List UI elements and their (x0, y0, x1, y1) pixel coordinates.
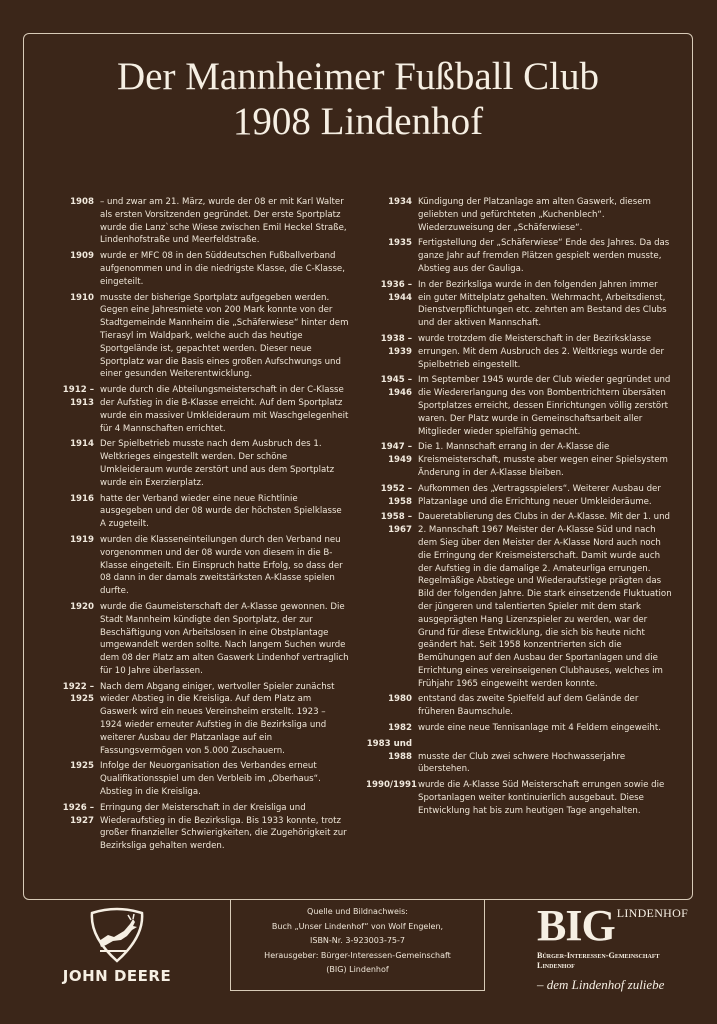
timeline-year: 1982 (388, 723, 412, 734)
timeline-year: 1916 (70, 493, 94, 504)
timeline-year: 1909 (70, 251, 94, 262)
timeline-text: entstand das zweite Spielfeld auf dem Gelände der früheren Baumschule. (418, 694, 639, 718)
timeline-entry (44, 438, 349, 489)
timeline-year: 1947 – 1949 (380, 442, 412, 466)
timeline-year: 1983 und 1988 (366, 738, 412, 762)
timeline-left-column (44, 196, 349, 856)
timeline-year: 1922 – 1925 (62, 681, 94, 705)
timeline-text: wurde durch die Abteilungsmeisterschaft in der C-Klasse der Aufstieg in die B-Klasse erreicht. Auf dem Sportplatz wurde ein massiver Umkleideraum mit Waschgelegenheit für 4 Mannschaften errichtet. (100, 385, 349, 434)
timeline-entry (366, 333, 672, 371)
timeline-text: wurde die Gaumeisterschaft der A-Klasse gewonnen. Die Stadt Mannheim kündigte den Sportplatz, der zur Beschäftigung von Arbeitslosen in eine Obstplantage umgewandelt werden sollte. Nach langem Suchen wurde dem 08 der Platz am alten Gaswerk Lindenhof vertraglich für 10 Jahre überlassen. (100, 601, 349, 676)
timeline-entry (366, 738, 672, 776)
timeline-text: Nach dem Abgang einiger, wertvoller Spieler zunächst wieder Abstieg in die Kreisliga. Auf dem Platz am Gaswerk wird ein neues Vereinsheim erstellt. 1923 – 1924 wieder erneuter Aufstieg in die Bezirksliga und weiterer Ausbau der Platzanlage auf ein Fassungsvermögen von 5.000 Zuschauern. (100, 681, 335, 756)
timeline-text: Kündigung der Platzanlage am alten Gaswerk, diesem geliebten und gefürchteten „Kuchenblech“. Wiederzuweisung der „Schäferwiese“. (418, 197, 651, 233)
leaping-deer-icon (86, 907, 148, 963)
timeline-year: 1926 – 1927 (62, 802, 94, 826)
timeline-entry (44, 384, 349, 435)
source-line: Buch „Unser Lindenhof“ von Wolf Engelen, (271, 921, 444, 931)
big-logo-suffix: LINDENHOF (616, 906, 689, 920)
source-line: ISBN-Nr. 3-923003-75-7 (310, 936, 405, 945)
timeline-entry (44, 493, 349, 531)
timeline-year: 1938 – 1939 (380, 333, 412, 357)
timeline-entry (44, 601, 349, 678)
timeline-year: 1990/1991 (366, 780, 417, 791)
timeline-text: Die 1. Mannschaft errang in der A-Klasse die Kreismeisterschaft, musste aber wegen einer Spielsystem Änderung in der A-Klasse bleiben. (418, 442, 668, 478)
timeline-text: Aufkommen des „Vertragsspielers“. Weiterer Ausbau der Platzanlage und die Errichtung neuer Umkleideräume. (418, 483, 661, 507)
timeline-text: musste der Club zwei schwere Hochwasserjahre überstehen. (418, 751, 626, 775)
timeline-year: 1912 – 1913 (62, 385, 94, 408)
timeline-entry (44, 760, 349, 798)
timeline-text: Fertigstellung der „Schäferwiese“ Ende des Jahres. Da das ganze Jahr auf fremden Plätzen gespielt werden musste, Abstieg aus der Gauliga. (418, 238, 670, 274)
timeline-year: 1958 – 1967 (380, 512, 412, 536)
title-line-1: Der Mannheimer Fußball Club (117, 55, 599, 98)
timeline-text: Im September 1945 wurde der Club wieder gegründet und die Wiedererlangung des von Bombentrichtern übersäten Sportplatzes erreicht, dessen Einrichtungen völlig zerstört waren. Der Platz wurde in Gemeinschaftsarbeit aller Mitglieder wieder spielfähig gemacht. (418, 375, 671, 437)
source-line: Quelle und Bildnachweis: (307, 907, 408, 916)
big-subtitle-line-1: Bürger-Interessen-Gemeinschaft (537, 951, 660, 960)
timeline-year: 1945 – 1946 (380, 375, 412, 399)
timeline-text: musste der bisherige Sportplatz aufgegeben werden. Gegen eine Jahresmiete von 200 Mark konnte von der Stadtgemeinde Mannheim die „Schäferwiese“ hinter dem Tierasyl im Waldpark, welche auch das heutige Sportgelände ist, gepachtet werden. Dieser neue Sportplatz war die Basis eines großen Aufschwungs und einer gesunden Weiterentwicklung. (100, 292, 349, 380)
timeline-entry (44, 534, 349, 598)
timeline-text: wurde eine neue Tennisanlage mit 4 Feldern eingeweiht. (418, 723, 661, 734)
timeline-entry (366, 511, 672, 690)
big-lindenhof-logo (537, 901, 702, 993)
timeline-entry (44, 196, 349, 247)
timeline-year: 1935 (388, 238, 412, 249)
timeline-entry (366, 374, 672, 438)
big-logo-text: BIG (537, 901, 615, 950)
timeline-year: 1980 (388, 694, 412, 705)
timeline-entry (44, 250, 349, 288)
timeline-text: Der Spielbetrieb musste nach dem Ausbruch des 1. Weltkrieges eingestellt werden. Der schöne Umkleideraum wurde zerstört und aus dem Sportplatz wurde ein Exerzierplatz. (100, 439, 335, 488)
timeline-entry (366, 196, 672, 234)
timeline-year: 1952 – 1958 (380, 483, 412, 507)
timeline-entry (44, 802, 349, 853)
timeline-right-column (366, 196, 672, 821)
john-deere-name: JOHN DEERE (62, 967, 172, 985)
source-line: (BIG) Lindenhof (326, 965, 389, 974)
timeline-entry (44, 681, 349, 758)
john-deere-logo (52, 907, 182, 997)
timeline-entry (366, 237, 672, 275)
timeline-text: hatte der Verband wieder eine neue Richtlinie ausgegeben und der 08 wurde der höchsten Spielklasse A zugeteilt. (100, 493, 342, 530)
timeline-entry (44, 292, 349, 382)
big-subtitle-line-2: Lindenhof (537, 961, 575, 970)
timeline-year: 1908 (70, 197, 94, 207)
timeline-entry (366, 441, 672, 479)
timeline-year: 1919 (70, 534, 94, 545)
timeline-text: – und zwar am 21. März, wurde der 08 er mit Karl Walter als ersten Vorsitzenden gegründet. Der erste Sportplatz wurde die Lanz`sche Wiese zwischen Emil Heckel Straße, Lindenhofstraße und Meerfeldstraße. (100, 197, 347, 246)
timeline-year: 1925 (70, 761, 94, 772)
timeline-year: 1920 (70, 601, 94, 612)
big-subtitle (537, 951, 702, 971)
timeline-text: wurde trotzdem die Meisterschaft in der Bezirksklasse errungen. Mit dem Ausbruch des 2. Weltkriegs wurde der Spielbetrieb eingestellt. (418, 333, 665, 370)
source-box (230, 899, 485, 991)
timeline-text: Daueretablierung des Clubs in der A-Klasse. Mit der 1. und 2. Mannschaft 1967 Meister der A-Klasse Süd und nach dem Sieg über den Meister der A-Klasse Nord auch noch die Erringung der Kreismeisterschaft. Damit wurde auch der Aufstieg in die damalige 2. Amateurliga errungen. Regelmäßige Abstiege und Wiederaufstiege prägten das Bild der folgenden Jahre. Die stark einsetzende Fluktuation der jüngeren und talentierten Spieler mit dem stark ausgeprägten Hang Lizenzspieler zu werden, war der Grund für diese Entwicklung, die sich bis heute nicht geändert hat. Seit 1958 konzentrierten sich die Bemühungen auf den Ausbau der Sportanlagen und die Errichtung eines vereinseigenen Clubhauses, welches im Frühjahr 1965 eingeweiht werden konnte. (418, 512, 672, 689)
source-line: Herausgeber: Bürger-Interessen-Gemeinschaft (264, 950, 451, 960)
timeline-entry (366, 779, 672, 817)
title-line-2: 1908 Lindenhof (232, 100, 484, 143)
timeline-year: 1914 (70, 439, 94, 450)
timeline-text: In der Bezirksliga wurde in den folgenden Jahren immer ein guter Mittelplatz gehalten. Wehrmacht, Arbeitsdienst, Dienstverpflichtungen etc. zehrten am Bestand des Clubs und der aktiven Mannschaft. (418, 279, 667, 329)
timeline-text: wurden die Klasseneinteilungen durch den Verband neu vorgenommen und der 08 wurde von diesem in die B-Klasse eingeteilt. Ein Einspruch hatte Erfolg, so dass der 08 dann in der damals zweitstärksten A-Klasse spielen durfte. (100, 534, 343, 597)
big-tagline: – dem Lindenhof zuliebe (537, 977, 665, 992)
timeline-text: wurde er MFC 08 in den Süddeutschen Fußballverband aufgenommen und in die niedrigste Klasse, die C-Klasse, eingeteilt. (100, 251, 345, 287)
timeline-year: 1936 – 1944 (380, 279, 412, 303)
timeline-year: 1934 (388, 197, 412, 207)
timeline-text: Erringung der Meisterschaft in der Kreisliga und Wiederaufstieg in die Bezirksliga. Bis 1933 konnte, trotz großer finanzieller Schwierigkeiten, die Zugehörigkeit zur Bezirksliga gehalten werden. (100, 802, 347, 852)
timeline-year: 1910 (70, 292, 94, 303)
timeline-text: wurde die A-Klasse Süd Meisterschaft errungen sowie die Sportanlagen weiter kontinuierlich ausgebaut. Diese Entwicklung hat bis zum heutigen Tage angehalten. (418, 780, 665, 816)
timeline-entry (366, 693, 672, 719)
page-title (23, 54, 693, 144)
timeline-entry (366, 483, 672, 509)
timeline-entry (366, 279, 672, 330)
timeline-text: Infolge der Neuorganisation des Verbandes erneut Qualifikationsspiel um den Verbleib im „Oberhaus“. Abstieg in die Kreisliga. (100, 761, 321, 798)
timeline-entry (366, 722, 672, 735)
